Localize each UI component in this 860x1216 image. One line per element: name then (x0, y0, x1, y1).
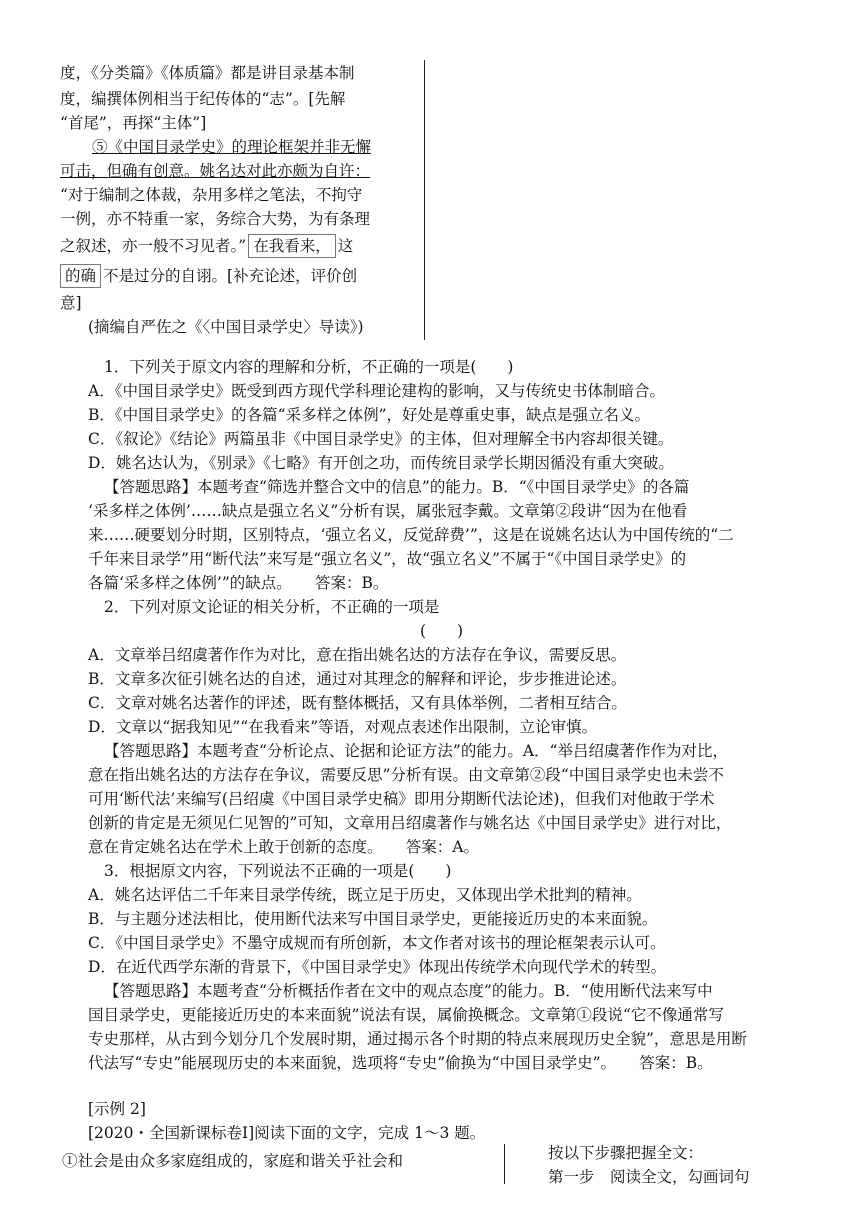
answer-explanation: 国目录学史，更能接近历史的本来面貌”说法有误，属偷换概念。文章第①段说“它不像通常写 (88, 1006, 724, 1024)
example-passage-line: ①社会是由众多家庭组成的，家庭和谐关乎社会和 (62, 1152, 404, 1170)
passage-line: “首尾”，再探“主体”] (60, 114, 207, 132)
passage-line (60, 160, 370, 182)
option-a: A．文章举吕绍虞著作作为对比，意在指出姚名达的方法存在争议，需要反思。 (88, 646, 627, 664)
answer-explanation: 来……硬要划分时期，区别特点，‘强立名义，反觉辞费’”，这是在说姚名达认为中国传统的“二 (88, 526, 734, 544)
option-d: D．姚名达认为，《别录》《七略》有开创之功，而传统目录学长期因循没有重大突破。 (88, 454, 674, 472)
option-a: A．姚名达评估二千年来目录学传统，既立足于历史，又体现出学术批判的精神。 (88, 886, 642, 904)
option-c: C．《中国目录学史》不墨守成规而有所创新，本文作者对该书的理论框架表示认可。 (88, 934, 666, 952)
answer-explanation: 千年来目录学”用“断代法”来写是“强立名义”，故“强立名义”不属于“《中国目录学史》的 (88, 550, 687, 568)
passage-line: 一例，亦不特重一家，务综合大势，为有条理 (60, 210, 371, 228)
divider-rule (504, 1144, 505, 1184)
answer-explanation: 意在肯定姚名达在学术上敢于创新的态度。 答案：A。 (88, 838, 479, 856)
option-c: C．文章对姚名达著作的评述，既有整体概括，又有具体举例，二者相互结合。 (88, 694, 627, 712)
answer-explanation: 代法写“专史”能展现历史的本来面貌，选项将“专史”偷换为“中国目录学史”。 答案：B。 (88, 1054, 713, 1072)
answer-explanation: 各篇‘采多样之体例’”的缺点。 答案：B。 (88, 574, 389, 592)
answer-explanation: 【答题思路】本题考查“分析概括作者在文中的观点态度”的能力。B．“使用断代法来写中 (104, 982, 713, 1000)
passage-line-text: 不是过分的自诩。[补充论述，评价创 (103, 267, 358, 285)
question-stem: 2．下列对原文论证的相关分析，不正确的一项是 (104, 598, 440, 616)
passage-source: (摘编自严佐之《〈中国目录学史〉导读》) (88, 318, 364, 336)
passage-line: “对于编制之体裁，杂用多样之笔法，不拘守 (60, 186, 363, 204)
passage-line: 度，编撰体例相当于纪传体的“志”。[先解 (60, 90, 346, 108)
passage-line (60, 264, 357, 288)
answer-paren: ( ) (420, 622, 464, 640)
option-d: D．文章以“据我知见”“在我看来”等语，对观点表述作出限制，立论审慎。 (88, 718, 598, 736)
passage-line-text: 之叙述，亦一般不习见者。” (60, 237, 247, 255)
question-stem: 1．下列关于原文内容的理解和分析，不正确的一项是( ) (104, 358, 514, 376)
passage-paragraph-5 (92, 136, 371, 158)
answer-explanation: 创新的肯定是无须见仁见智的”可知，文章用吕绍虞著作与姚名达《中国目录学史》进行对比， (88, 814, 732, 832)
option-b: B．文章多次征引姚名达的自述，通过对其理念的解释和评论，步步推进论述。 (88, 670, 627, 688)
passage-line (60, 234, 353, 258)
reading-steps-heading: 按以下步骤把握全文： (548, 1144, 704, 1162)
example-source: [2020・全国新课标卷Ⅰ]阅读下面的文字，完成 1～3 题。 (88, 1124, 486, 1142)
divider-rule (424, 60, 425, 340)
option-d: D．在近代西学东渐的背景下，《中国目录学史》体现出传统学术向现代学术的转型。 (88, 958, 667, 976)
answer-explanation: ‘采多样之体例’……缺点是强立名义”分析有误，属张冠李戴。文章第②段讲“因为在他看 (88, 502, 688, 520)
passage-line: 度，《分类篇》《体质篇》都是讲目录基本制 (60, 64, 355, 82)
passage-line-text: 可击，但确有创意。姚名达对此亦颇为自许： (60, 162, 371, 180)
passage-line-text: 这 (337, 237, 354, 255)
highlight-box: 的确 (60, 264, 101, 288)
passage-line: ⑤《中国目录学史》的理论框架并非无懈 (92, 138, 372, 156)
answer-explanation: 可用‘断代法’来编写(吕绍虞《中国目录学史稿》即用分期断代法论述)，但我们对他敢于学术 (88, 790, 715, 808)
reading-step-1: 第一步 阅读全文，勾画词句 (548, 1168, 750, 1186)
option-b: B．《中国目录学史》的各篇“采多样之体例”，好处是尊重史事，缺点是强立名义。 (88, 406, 650, 424)
option-a: A．《中国目录学史》既受到西方现代学科理论建构的影响，又与传统史书体制暗合。 (88, 382, 665, 400)
answer-explanation: 【答题思路】本题考查“分析论点、论据和论证方法”的能力。A．“举吕绍虞著作作为对比， (104, 742, 728, 760)
highlight-box: 在我看来， (248, 234, 336, 258)
question-stem: 3．根据原文内容，下列说法不正确的一项是( ) (104, 862, 452, 880)
answer-explanation: 专史那样，从古到今划分几个发展时期，通过揭示各个时期的特点来展现历史全貌”，意思是用断 (88, 1030, 747, 1048)
option-c: C．《叙论》《结论》两篇虽非《中国目录学史》的主体，但对理解全书内容却很关键。 (88, 430, 674, 448)
answer-explanation: 意在指出姚名达的方法存在争议，需要反思”分析有误。由文章第②段“中国目录学史也未尝不 (88, 766, 724, 784)
example-label: [示例 2] (88, 1100, 146, 1118)
passage-line: 意] (60, 294, 82, 312)
option-b: B．与主题分述法相比，使用断代法来写中国目录学史，更能接近历史的本来面貌。 (88, 910, 658, 928)
answer-explanation: 【答题思路】本题考查“筛选并整合文中的信息”的能力。B．“《中国目录学史》的各篇 (104, 478, 690, 496)
